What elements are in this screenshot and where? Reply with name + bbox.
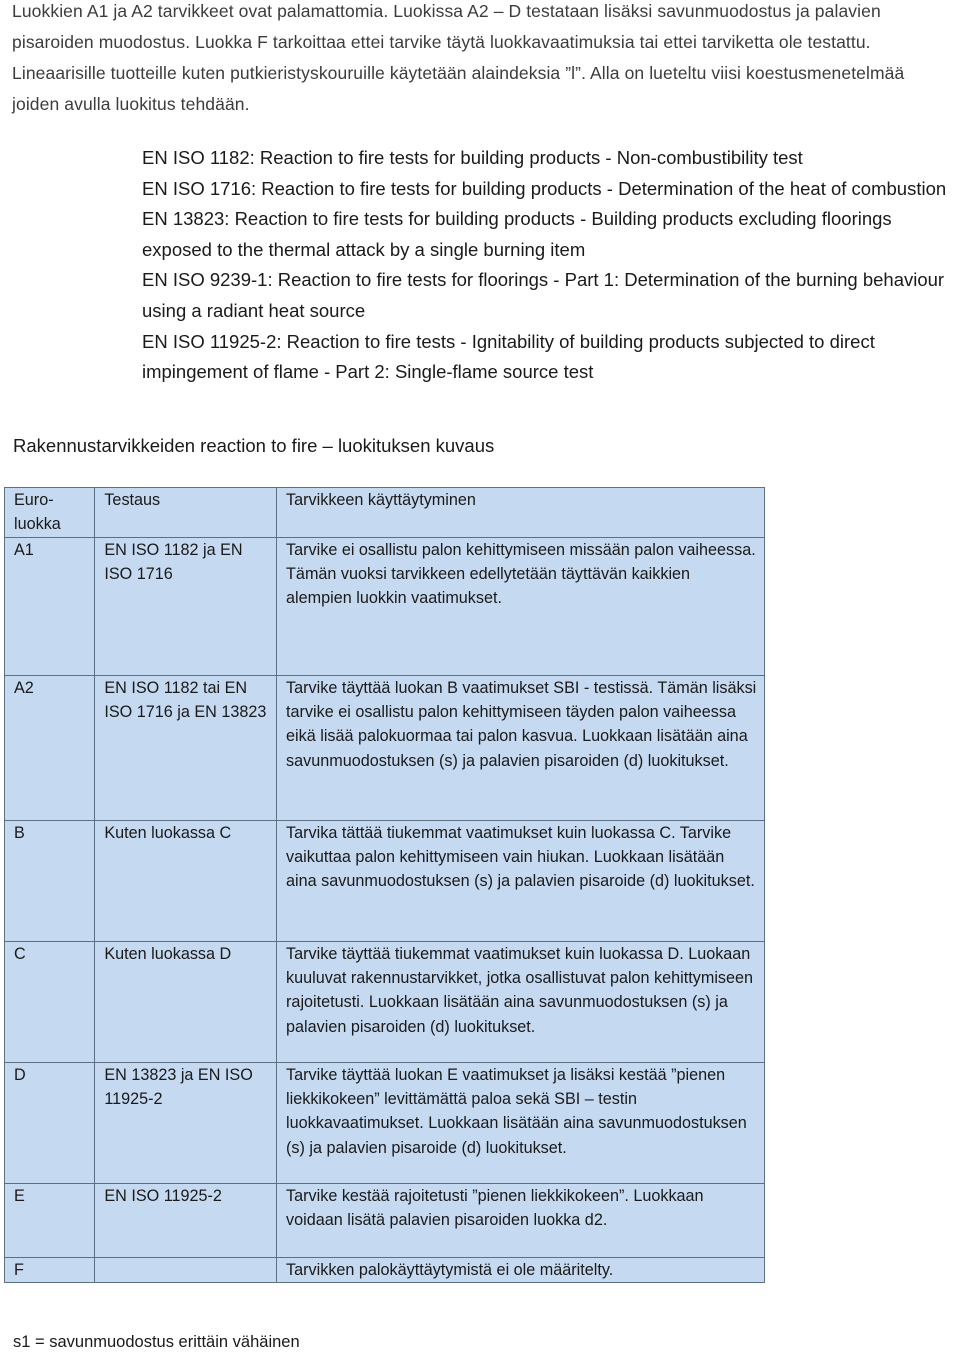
class-cell: A1 <box>5 538 95 676</box>
table-header-row <box>5 488 765 538</box>
class-cell: A2 <box>5 676 95 821</box>
class-cell: C <box>5 942 95 1063</box>
behaviour-cell: Tarvikken palokäyttäytymistä ei ole määritelty. <box>277 1258 765 1283</box>
behaviour-cell: Tarvike täyttää luokan B vaatimukset SBI - testissä. Tämän lisäksi tarvike ei osallistu palon kehittymiseen täyden palon vaiheessa eikä lisää palokuormaa tai palon kasvua. Luokkaan lisätään aina savunmuodostuksen (s) ja palavien pisaroiden (d) luokitukset. <box>277 676 765 821</box>
standard-item: EN ISO 1716: Reaction to fire tests for building products - Determination of the heat of combustion <box>142 177 947 199</box>
table-row <box>5 538 765 676</box>
behaviour-cell: Tarvika tättää tiukemmat vaatimukset kuin luokassa C. Tarvike vaikuttaa palon kehittymiseen vain hiukan. Luokkaan lisätään aina savunmuodostuksen (s) ja palavien pisaroide (d) luokitukset. <box>277 821 765 942</box>
table-row <box>5 676 765 821</box>
behaviour-cell: Tarvike kestää rajoitetusti ”pienen liekkikokeen”. Luokkaan voidaan lisätä palavien pisaroiden luokka d2. <box>277 1184 765 1258</box>
intro-paragraph: Luokkien A1 ja A2 tarvikkeet ovat palamattomia. Luokissa A2 – D testataan lisäksi savunmuodostus ja palavien pisaroiden muodostus. Luokka F tarkoittaa ettei tarvike täytä luokkavaatimuksia tai ettei tarviketta ole testattu. Lineaarisille tuotteille kuten putkieristyskouruille käytetään alaindeksia ”l”. Alla on lueteltu viisi koestusmenetelmää joiden avulla luokitus tehdään. <box>12 1 905 114</box>
behaviour-cell: Tarvike täyttää luokan E vaatimukset ja lisäksi kestää ”pienen liekkikokeen” levittämättä paloa sekä SBI – testin luokkavaatimukset. Luokkaan lisätään aina savunmuodostuksen (s) ja palavien pisaroide (d) luokitukset. <box>277 1063 765 1184</box>
section-title: Rakennustarvikkeiden reaction to fire – luokituksen kuvaus <box>13 435 495 456</box>
header-kayttaytyminen: Tarvikkeen käyttäytyminen <box>277 488 765 538</box>
table-row <box>5 1184 765 1258</box>
behaviour-cell: Tarvike ei osallistu palon kehittymiseen missään palon vaiheessa. Tämän vuoksi tarvikkeen edellytetään täyttävän kaikkien alempien luokkin vaatimukset. <box>277 538 765 676</box>
class-cell: D <box>5 1063 95 1184</box>
test-cell: EN 13823 ja EN ISO 11925-2 <box>95 1063 277 1184</box>
table-row <box>5 942 765 1063</box>
class-cell: B <box>5 821 95 942</box>
standard-item: EN ISO 9239-1: Reaction to fire tests for floorings - Part 1: Determination of the burning behaviour using a radiant heat source <box>142 269 945 321</box>
table-row <box>5 1063 765 1184</box>
header-euroluokka: Euro-luokka <box>5 488 95 538</box>
test-cell <box>95 1258 277 1283</box>
test-cell: EN ISO 1182 tai EN ISO 1716 ja EN 13823 <box>95 676 277 821</box>
standard-item: EN ISO 1182: Reaction to fire tests for building products - Non-combustibility test <box>142 147 803 168</box>
test-cell: Kuten luokassa D <box>95 942 277 1063</box>
table-row <box>5 1258 765 1283</box>
standard-item: EN ISO 11925-2: Reaction to fire tests - Ignitability of building products subjected to direct impingement of flame - Part 2: Single-flame source test <box>142 330 875 383</box>
test-standards-list <box>142 143 954 388</box>
test-cell: Kuten luokassa C <box>95 821 277 942</box>
standard-item: EN 13823: Reaction to fire tests for building products - Building products excluding floorings exposed to the thermal attack by a single burning item <box>142 208 892 260</box>
header-testaus: Testaus <box>95 488 277 538</box>
intro-text <box>12 0 956 120</box>
table-row <box>5 821 765 942</box>
behaviour-cell: Tarvike täyttää tiukemmat vaatimukset kuin luokassa D. Luokaan kuuluvat rakennustarvikket, jotka osallistuvat palon kehittymiseen rajoitetusti. Luokkaan lisätään aina savunmuodostuksen (s) ja palavien pisaroiden (d) luokitukset. <box>277 942 765 1063</box>
classification-table <box>4 487 765 1283</box>
test-cell: EN ISO 11925-2 <box>95 1184 277 1258</box>
class-cell: F <box>5 1258 95 1283</box>
class-cell: E <box>5 1184 95 1258</box>
footnote: s1 = savunmuodostus erittäin vähäinen <box>13 1333 300 1351</box>
test-cell: EN ISO 1182 ja EN ISO 1716 <box>95 538 277 676</box>
